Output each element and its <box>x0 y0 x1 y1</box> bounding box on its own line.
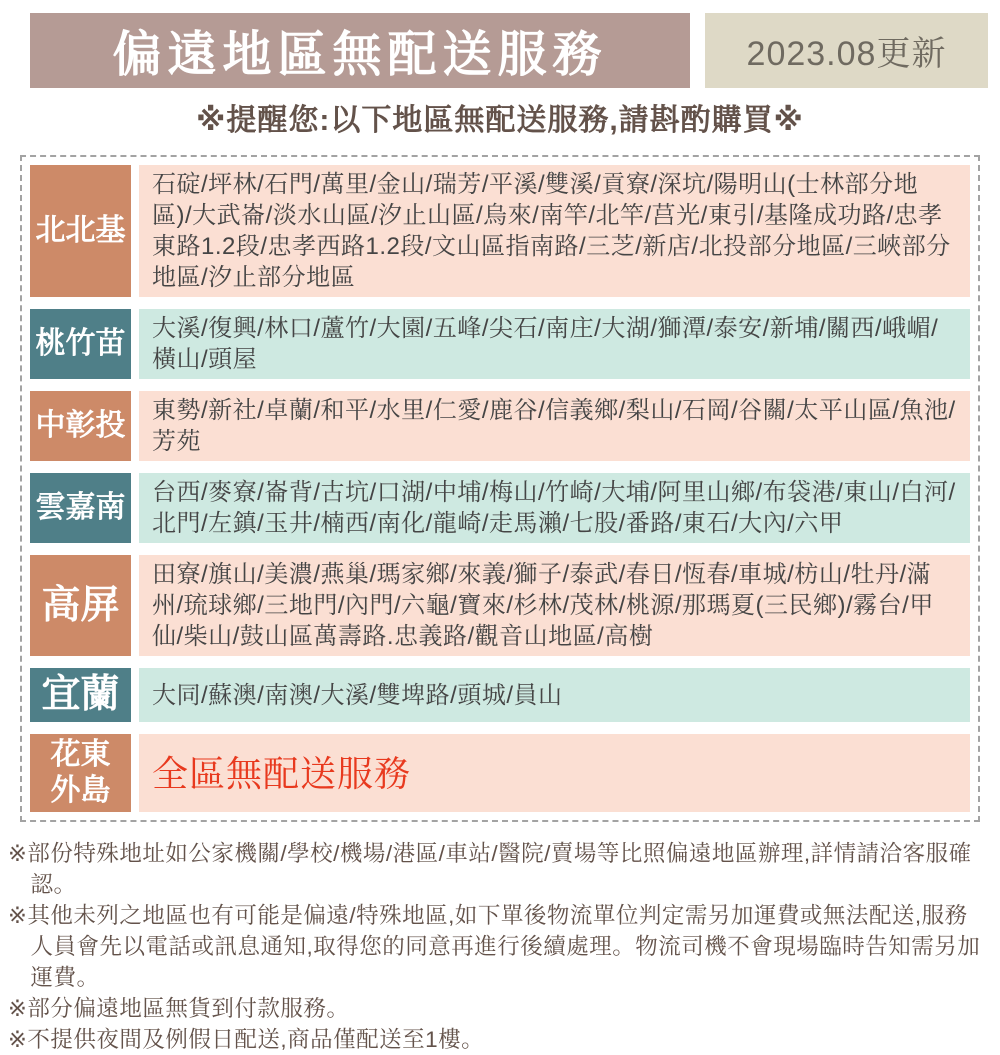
region-areas <box>139 309 970 379</box>
region-label <box>30 165 131 297</box>
page-title: 偏遠地區無配送服務 <box>112 27 608 82</box>
region-label <box>30 734 131 812</box>
region-label <box>30 555 131 656</box>
header <box>30 13 988 88</box>
footnotes <box>8 838 990 1055</box>
table-row <box>30 668 970 722</box>
table-row <box>30 734 970 812</box>
footnote: ※部分偏遠地區無貨到付款服務。 <box>8 996 350 1021</box>
update-date-badge <box>705 13 988 88</box>
region-areas <box>139 555 970 656</box>
footnote: ※不提供夜間及例假日配送,商品僅配送至1樓。 <box>8 1027 485 1052</box>
table-row <box>30 473 970 543</box>
region-areas <box>139 165 970 297</box>
region-name: 宜蘭 <box>41 673 120 716</box>
region-name: 北北基 <box>35 214 126 247</box>
table-row <box>30 309 970 379</box>
table-row <box>30 391 970 461</box>
region-areas <box>139 391 970 461</box>
region-areas <box>139 473 970 543</box>
region-name-line1: 花東 <box>50 738 111 771</box>
footnote: ※其他未列之地區也有可能是偏遠/特殊地區,如下單後物流單位判定需另加運費或無法配送,服務人員會先以電話或訊息通知,取得您的同意再進行後續處理。物流司機不會現場臨時告知需另加運費。 <box>8 903 981 990</box>
areas-text: 田寮/旗山/美濃/燕巢/瑪家鄉/來義/獅子/泰武/春日/恆春/車城/枋山/牡丹/滿州/琉球鄉/三地門/內門/六龜/寶來/杉林/茂林/桃源/那瑪夏(三民鄉)/霧台/甲仙/柴山/鼓山區萬壽路.忠義路/觀音山地區/高樹 <box>152 561 934 650</box>
areas-text: 大溪/復興/林口/蘆竹/大園/五峰/尖石/南庄/大湖/獅潭/泰安/新埔/關西/峨嵋/橫山/頭屋 <box>152 315 939 373</box>
title-banner <box>30 13 690 88</box>
region-label <box>30 473 131 543</box>
areas-text: 台西/麥寮/崙背/古坑/口湖/中埔/梅山/竹崎/大埔/阿里山鄉/布袋港/東山/白河/北門/左鎮/玉井/楠西/南化/龍崎/走馬瀨/七股/番路/東石/大內/六甲 <box>152 479 956 537</box>
region-name: 桃竹苗 <box>35 327 126 360</box>
region-label <box>30 668 131 722</box>
region-areas <box>139 668 970 722</box>
notice-subtitle: ※提醒您:以下地區無配送服務,請斟酌購買※ <box>196 104 804 137</box>
no-service-text: 全區無配送服務 <box>152 752 412 794</box>
region-name: 高屏 <box>41 583 120 627</box>
table-row <box>30 165 970 297</box>
region-label <box>30 309 131 379</box>
no-delivery-area-table <box>20 155 980 822</box>
footnote: ※部份特殊地址如公家機關/學校/機場/港區/車站/醫院/賣場等比照偏遠地區辦理,詳情請洽客服確認。 <box>8 841 972 897</box>
region-name: 雲嘉南 <box>35 491 126 524</box>
region-label <box>30 391 131 461</box>
update-date-label: 2023.08更新 <box>746 35 947 73</box>
table-row <box>30 555 970 656</box>
region-name-line2: 外島 <box>50 774 111 807</box>
region-areas <box>139 734 970 812</box>
areas-text: 石碇/坪林/石門/萬里/金山/瑞芳/平溪/雙溪/貢寮/深坑/陽明山(士林部分地區)/大武崙/淡水山區/汐止山區/烏來/南竿/北竿/莒光/東引/基隆成功路/忠孝東路1.2段/忠孝西路1.2段/文山區指南路/三芝/新店/北投部分地區/三峽部分地區/汐止部分地區 <box>152 171 951 291</box>
areas-text: 大同/蘇澳/南澳/大溪/雙埤路/頭城/員山 <box>152 681 563 709</box>
region-name: 中彰投 <box>35 409 126 442</box>
areas-text: 東勢/新社/卓蘭/和平/水里/仁愛/鹿谷/信義鄉/梨山/石岡/谷關/太平山區/魚池/芳苑 <box>152 397 956 455</box>
